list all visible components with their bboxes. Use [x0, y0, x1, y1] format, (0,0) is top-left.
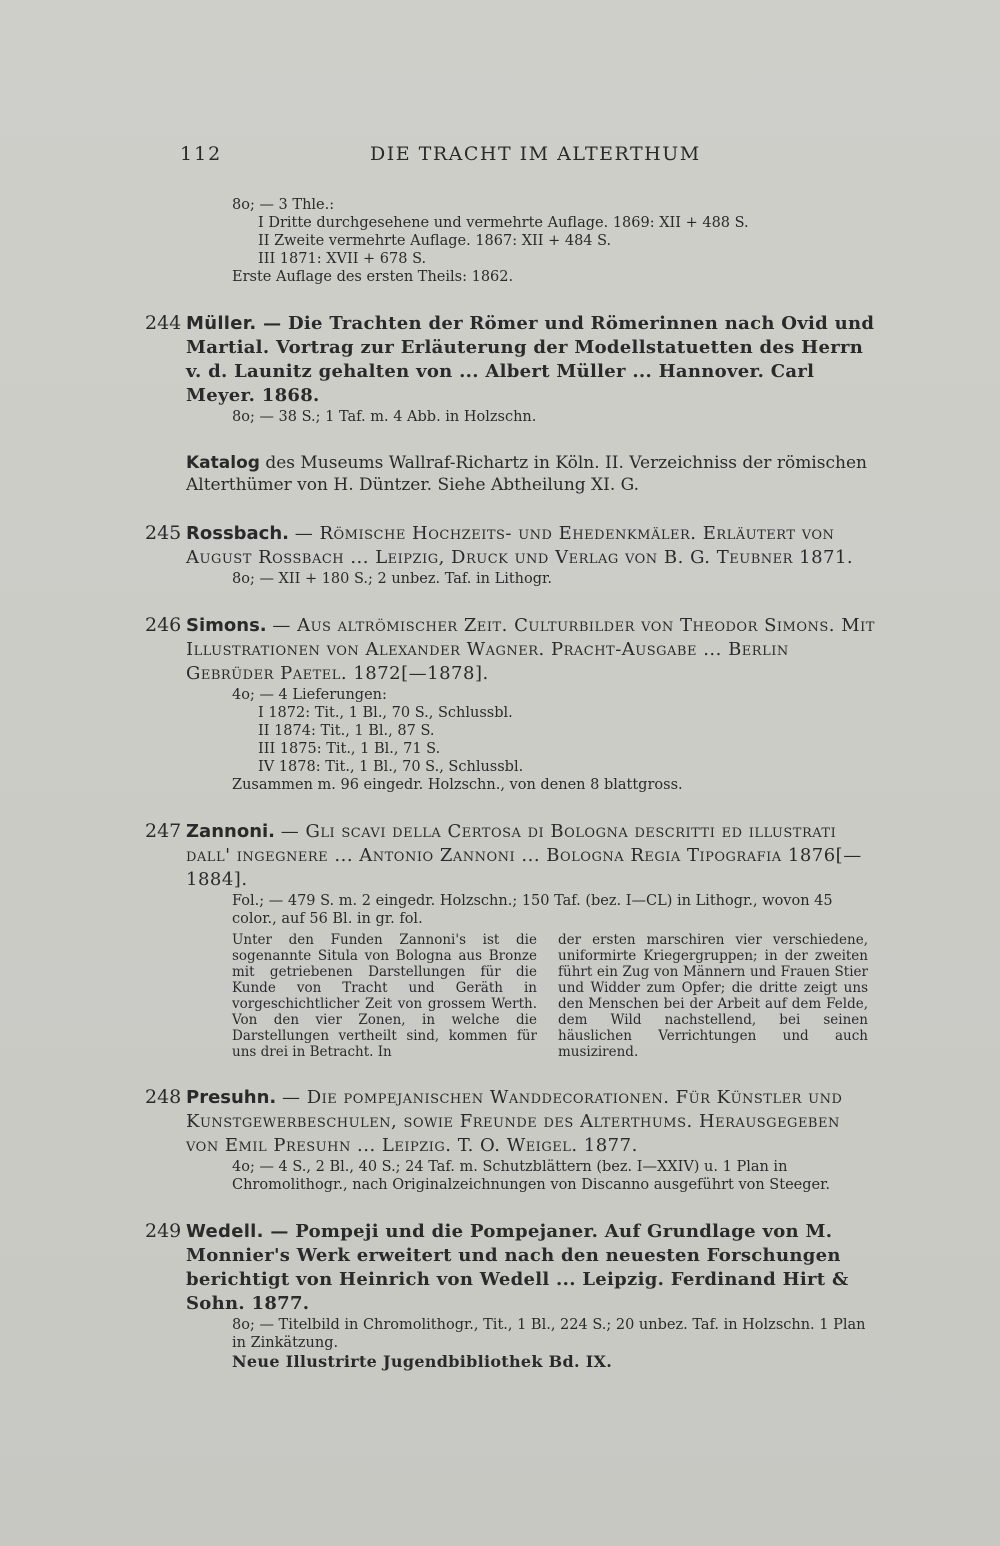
- volume-line: II Zweite vermehrte Auflage. 1867: XII + 484 S.: [258, 233, 612, 249]
- entry-author: Presuhn.: [186, 1087, 277, 1108]
- entry-meta: 8o; — 38 S.; 1 Taf. m. 4 Abb. in Holzschn.: [232, 409, 537, 425]
- format-line: 4o; — 4 Lieferungen:: [232, 687, 387, 703]
- entry-number: 246: [145, 614, 182, 636]
- first-edition-note: Erste Auflage des ersten Theils: 1862.: [232, 269, 514, 285]
- entry-author: Simons.: [186, 615, 267, 636]
- entry-number: 249: [145, 1220, 182, 1242]
- entry-245: [140, 522, 875, 588]
- entry-meta: 8o; — XII + 180 S.; 2 unbez. Taf. in Lithogr.: [232, 571, 552, 587]
- entry-249: [140, 1220, 875, 1372]
- entry-244: [140, 312, 875, 426]
- volume-line: IV 1878: Tit., 1 Bl., 70 S., Schlussbl.: [258, 759, 524, 775]
- entry-title: — Aus altrömischer Zeit. Culturbilder von Theodor Simons. Mit Illustrationen von Alexander Wagner. Pracht-Ausgabe ... Berlin Gebrüder Paetel. 1872[—1878].: [186, 615, 875, 684]
- entry-number: 244: [145, 312, 182, 334]
- entry-author: Zannoni.: [186, 821, 276, 842]
- entry-number: 247: [145, 820, 182, 842]
- format-line: 8o; — 3 Thle.:: [232, 197, 335, 213]
- note-column-right: der ersten marschiren vier verschiedene, uniformirte Kriegergruppen; in der zweiten führt ein Zug von Männern und Frauen Stier und Widder zum Opfer; die dritte zeigt uns den Menschen bei der Arbeit auf dem Felde, dem Wild nachstellend, bei seinen häuslichen Verrichtungen und auch musizirend.: [558, 932, 868, 1060]
- volume-line: III 1875: Tit., 1 Bl., 71 S.: [258, 741, 441, 757]
- entry-title: — Die Trachten der Römer und Römerinnen nach Ovid und Martial. Vortrag zur Erläuterung der Modellstatuetten des Herrn v. d. Launitz gehalten von ... Albert Müller ... Hannover. Carl Meyer. 1868.: [186, 313, 875, 406]
- page-body: [140, 196, 875, 1372]
- volume-line: II 1874: Tit., 1 Bl., 87 S.: [258, 723, 435, 739]
- volume-line: I 1872: Tit., 1 Bl., 70 S., Schlussbl.: [258, 705, 513, 721]
- total-note: Zusammen m. 96 eingedr. Holzschn., von denen 8 blattgross.: [232, 777, 683, 793]
- entry-number: 245: [145, 522, 182, 544]
- page-number: 112: [180, 143, 223, 165]
- entry-meta: 4o; — 4 S., 2 Bl., 40 S.; 24 Taf. m. Schutzblättern (bez. I—XXIV) u. 1 Plan in Chromolithogr., nach Originalzeichnungen von Discanno ausgeführt von Steeger.: [232, 1159, 831, 1193]
- entry-author: Wedell.: [186, 1221, 264, 1242]
- entry-title: — Gli scavi della Certosa di Bologna descritti ed illustrati dall' ingegnere ... Antonio Zannoni ... Bologna Regia Tipografia 1876[—1884].: [186, 821, 862, 890]
- entry-title: — Römische Hochzeits- und Ehedenkmäler. Erläutert von August Rossbach ... Leipzig, Druck und Verlag von B. G. Teubner 1871.: [186, 523, 854, 568]
- note-column-left: Unter den Funden Zannoni's ist die sogenannte Situla von Bologna aus Bronze mit getriebenen Darstellungen für die Kunde von Tracht und Geräth in vorgeschichtlicher Zeit von grossem Werth. Von den vier Zonen, in welche die Darstellungen vertheilt sind, kommen für uns drei in Betracht. In: [232, 932, 537, 1060]
- volume-line: III 1871: XVII + 678 S.: [258, 251, 427, 267]
- entry-author: Müller.: [186, 313, 257, 334]
- entry-number: 248: [145, 1086, 182, 1108]
- entry-author: Rossbach.: [186, 523, 290, 544]
- entry-meta: 8o; — Titelbild in Chromolithogr., Tit., 1 Bl., 224 S.; 20 unbez. Taf. in Holzschn. 1 Plan in Zinkätzung.: [232, 1317, 866, 1351]
- series-note: Neue Illustrirte Jugendbibliothek Bd. IX.: [232, 1352, 613, 1371]
- running-header: [180, 143, 880, 173]
- entry-author: Katalog: [186, 453, 260, 473]
- entry-246: [140, 614, 875, 794]
- entry-continuation: [140, 196, 875, 286]
- entry-title: — Die pompejanischen Wanddecorationen. Für Künstler und Kunstgewerbeschulen, sowie Freunde des Alterthums. Herausgegeben von Emil Presuhn ... Leipzig. T. O. Weigel. 1877.: [186, 1087, 843, 1156]
- entry-247: [140, 820, 875, 1060]
- entry-title: — Pompeji und die Pompejaner. Auf Grundlage von M. Monnier's Werk erweitert und nach den neuesten Forschungen berichtigt von Heinrich von Wedell ... Leipzig. Ferdinand Hirt & Sohn. 1877.: [186, 1221, 849, 1314]
- entry-248: [140, 1086, 875, 1194]
- entry-title: des Museums Wallraf-Richartz in Köln. II. Verzeichniss der römischen Alterthümer von H. Düntzer. Siehe Abtheilung XI. G.: [186, 453, 867, 495]
- volume-line: I Dritte durchgesehene und vermehrte Auflage. 1869: XII + 488 S.: [258, 215, 749, 231]
- header-title: DIE TRACHT IM ALTERTHUM: [370, 143, 701, 165]
- katalog-entry: [140, 452, 875, 496]
- entry-meta: Fol.; — 479 S. m. 2 eingedr. Holzschn.; 150 Taf. (bez. I—CL) in Lithogr., wovon 45 color., auf 56 Bl. in gr. fol.: [232, 893, 833, 927]
- two-column-note: [232, 932, 868, 1060]
